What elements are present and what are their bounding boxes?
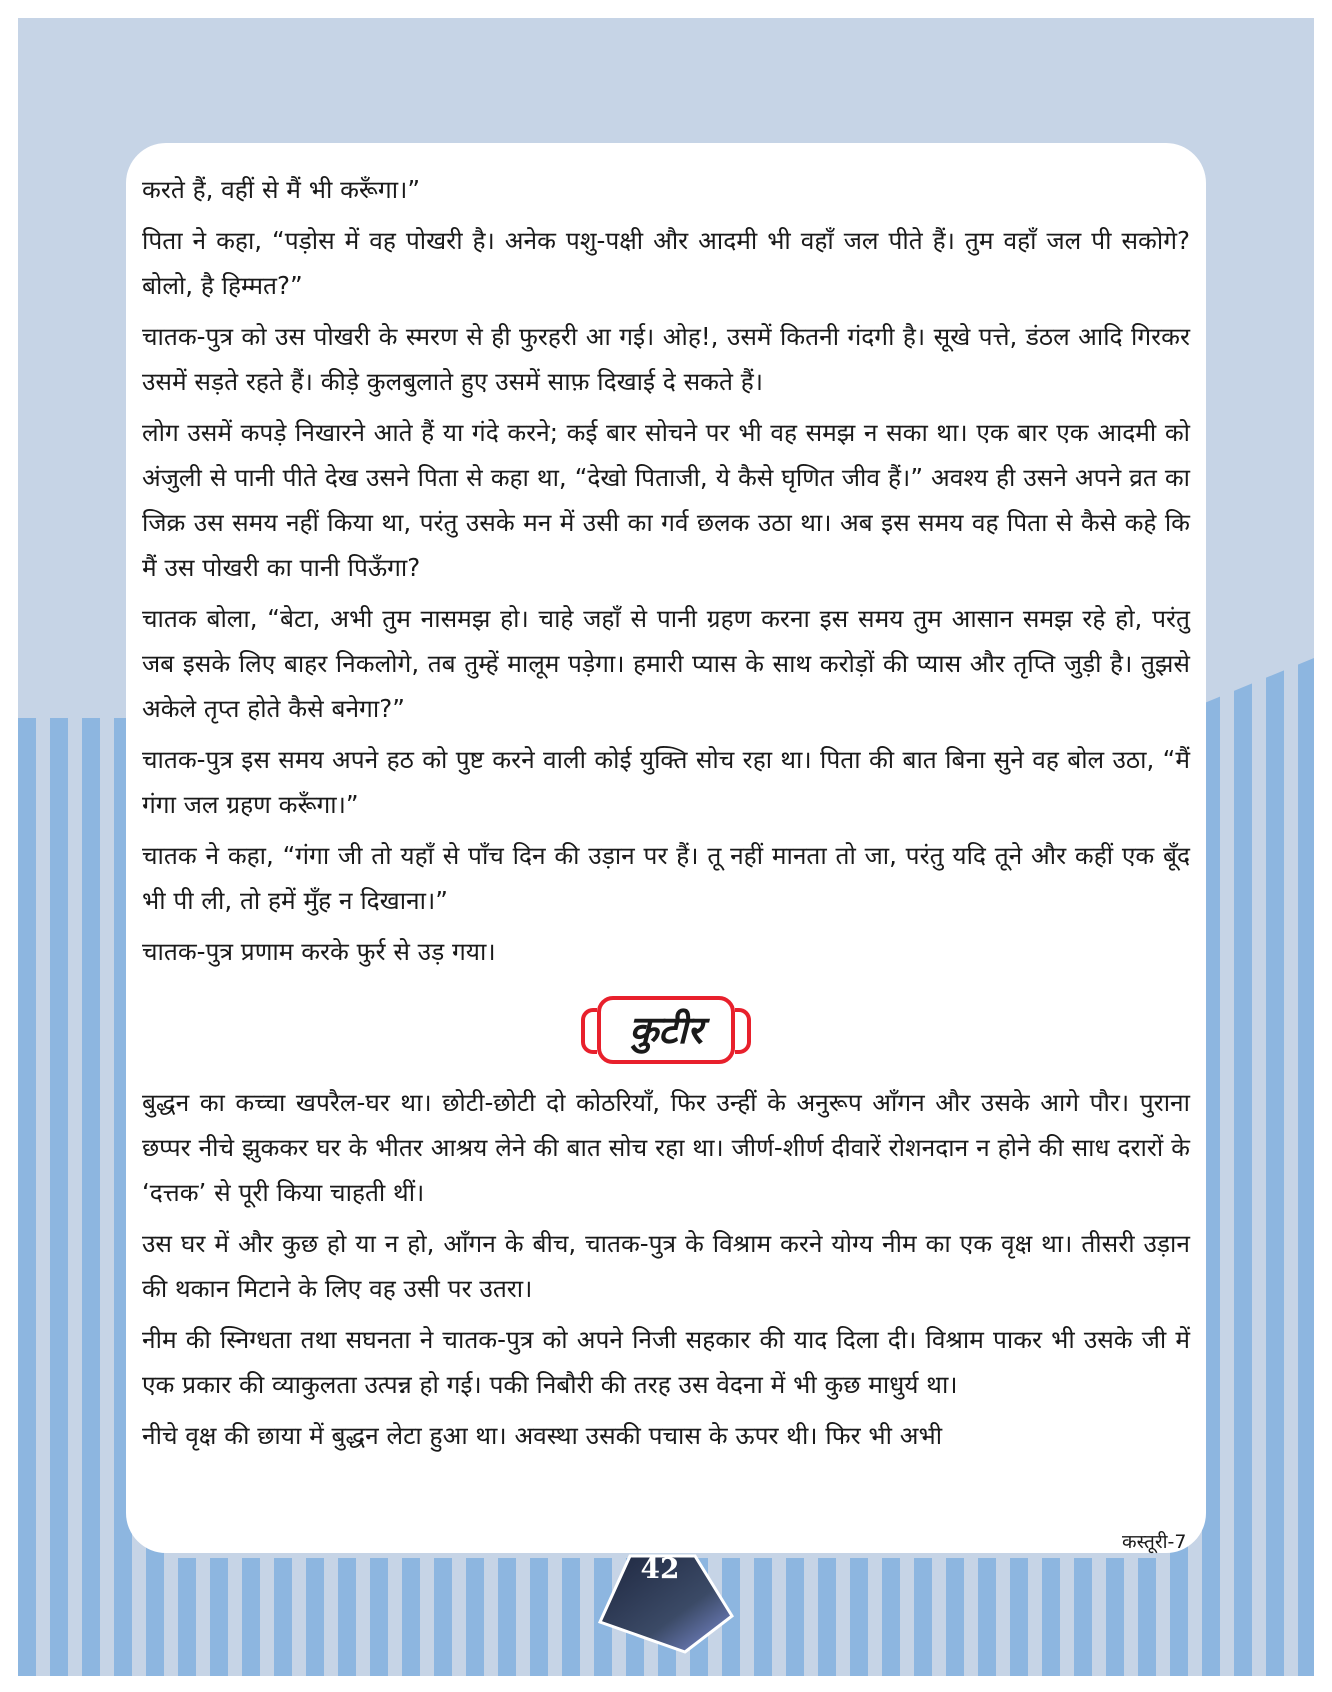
paragraph: नीचे वृक्ष की छाया में बुद्धन लेटा हुआ था। अवस्था उसकी पचास के ऊपर थी। फिर भी अभी: [142, 1421, 943, 1450]
section-title: कुटीर: [629, 1008, 703, 1052]
page-number: 42: [640, 1552, 680, 1585]
content-card: [126, 143, 1206, 1553]
story-section-bottom: [142, 1080, 1190, 1458]
paragraph: उस घर में और कुछ हो या न हो, आँगन के बीच, चातक-पुत्र के विश्राम करने योग्य नीम का एक वृक्ष था। तीसरी उड़ान की थकान मिटाने के लिए वह उसी पर उतरा।: [142, 1229, 1190, 1303]
paragraph: चातक ने कहा, “गंगा जी तो यहाँ से पाँच दिन की उड़ान पर हैं। तू नहीं मानता तो जा, परंतु यदि तूने और कहीं एक बूँद भी पी ली, तो हमें मुँह न दिखाना।”: [142, 841, 1190, 915]
paragraph: नीम की स्निग्धता तथा सघनता ने चातक-पुत्र को अपने निजी सहकार की याद दिला दी। विश्राम पाकर भी उसके जी में एक प्रकार की व्याकुलता उत्पन्न हो गई। पकी निबौरी की तरह उस वेदना में भी कुछ माधुर्य था।: [142, 1325, 1190, 1399]
paragraph: चातक बोला, “बेटा, अभी तुम नासमझ हो। चाहे जहाँ से पानी ग्रहण करना इस समय तुम आसान समझ रहे हो, परंतु जब इसके लिए बाहर निकलोगे, तब तुम्हें मालूम पड़ेगा। हमारी प्यास के साथ करोड़ों की प्यास और तृप्ति जुड़ी है। तुझसे अकेले तृप्त होते कैसे बनेगा?”: [142, 604, 1190, 723]
section-title-frame: [597, 996, 735, 1064]
story-section-top: [142, 167, 1190, 974]
paragraph: चातक-पुत्र प्रणाम करके फुर्र से उड़ गया।: [142, 937, 496, 966]
paragraph: पिता ने कहा, “पड़ोस में वह पोखरी है। अनेक पशु-पक्षी और आदमी भी वहाँ जल पीते हैं। तुम वहाँ जल पी सकोगे? बोलो, है हिम्मत?”: [142, 226, 1190, 300]
paragraph: करते हैं, वहीं से मैं भी करूँगा।”: [142, 175, 421, 204]
paragraph: चातक-पुत्र को उस पोखरी के स्मरण से ही फुरहरी आ गई। ओह!, उसमें कितनी गंदगी है। सूखे पत्ते, डंठल आदि गिरकर उसमें सड़ते रहते हैं। कीड़े कुलबुलाते हुए उसमें साफ़ दिखाई दे सकते हैं।: [142, 322, 1190, 396]
book-name-label: कस्तूरी-7: [1122, 1531, 1187, 1553]
paragraph: बुद्धन का कच्चा खपरैल-घर था। छोटी-छोटी दो कोठरियाँ, फिर उन्हीं के अनुरूप आँगन और उसके आगे पौर। पुराना छप्पर नीचे झुककर घर के भीतर आश्रय लेने की बात सोच रहा था। जीर्ण-शीर्ण दीवारें रोशनदान न होने की साध दरारों के ‘दत्तक’ से पूरी किया चाहती थीं।: [142, 1088, 1190, 1207]
paragraph: लोग उसमें कपड़े निखारने आते हैं या गंदे करने; कई बार सोचने पर भी वह समझ न सका था। एक बार एक आदमी को अंजुली से पानी पीते देख उसने पिता से कहा था, “देखो पिताजी, ये कैसे घृणित जीव हैं।” अवश्य ही उसने अपने व्रत का जिक्र उस समय नहीं किया था, परंतु उसके मन में उसी का गर्व छलक उठा था। अब इस समय वह पिता से कैसे कहे कि मैं उस पोखरी का पानी पिऊँगा?: [142, 418, 1190, 582]
paragraph: चातक-पुत्र इस समय अपने हठ को पुष्ट करने वाली कोई युक्ति सोच रहा था। पिता की बात बिना सुने वह बोल उठा, “मैं गंगा जल ग्रहण करूँगा।”: [142, 745, 1190, 819]
section-heading: [142, 996, 1190, 1064]
